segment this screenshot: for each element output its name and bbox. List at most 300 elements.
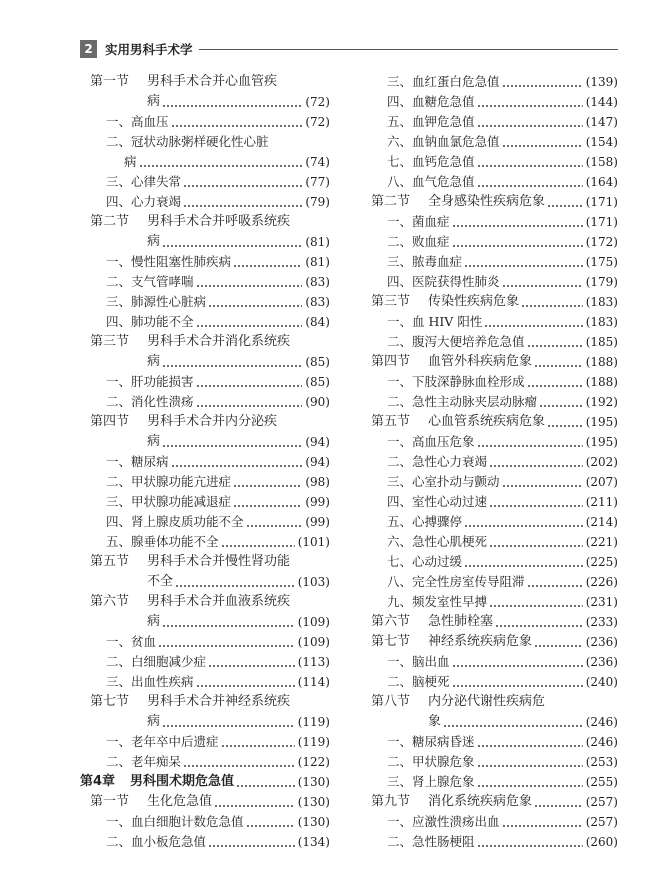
entry-title: 五、腺垂体功能不全 [106, 534, 219, 549]
page-reference: (99) [305, 515, 330, 529]
section-heading [361, 792, 618, 812]
entry-title: 八、血气危急值 [387, 174, 475, 189]
page-reference: (195) [585, 415, 618, 429]
dot-leader [477, 152, 583, 172]
section-title: 病 [147, 354, 161, 369]
page-reference: (84) [305, 315, 330, 329]
entry-title: 八、完全性房室传导阻滞 [387, 574, 525, 589]
page-number: 2 [84, 42, 93, 56]
toc-entry [80, 752, 330, 772]
dot-leader [214, 792, 295, 812]
page-reference: (202) [585, 455, 618, 469]
toc-entry [361, 652, 618, 672]
toc-entry [361, 752, 618, 772]
dot-leader [158, 632, 295, 652]
dot-leader [477, 432, 583, 452]
dot-leader [539, 392, 583, 412]
toc-entry-continuation [80, 152, 330, 172]
section-heading [80, 792, 330, 812]
page-reference: (172) [585, 235, 618, 249]
dot-leader [477, 832, 583, 852]
page-reference: (90) [305, 395, 330, 409]
section-heading [80, 212, 330, 232]
toc-entry [361, 312, 618, 332]
page-reference: (236) [585, 635, 618, 649]
toc-entry [361, 272, 618, 292]
section-title-continuation [80, 612, 330, 632]
dot-leader [196, 372, 303, 392]
toc-entry [361, 392, 618, 412]
toc-entry [80, 132, 330, 152]
entry-title: 三、血红蛋白危急值 [387, 74, 500, 89]
entry-title: 四、心力衰竭 [106, 194, 182, 209]
section-heading [80, 332, 330, 352]
section-number: 第二节 [371, 194, 411, 209]
entry-title: 三、心律失常 [106, 174, 182, 189]
entry-title: 四、医院获得性肺炎 [387, 274, 500, 289]
entry-title: 五、心搏骤停 [387, 514, 463, 529]
dot-leader [171, 112, 303, 132]
page-reference: (144) [585, 95, 618, 109]
dot-leader [236, 772, 295, 792]
entry-title: 三、出血性疾病 [106, 674, 194, 689]
entry-title: 九、频发室性早搏 [387, 594, 488, 609]
toc-entry [80, 472, 330, 492]
dot-leader [208, 652, 295, 672]
page-reference: (260) [585, 835, 618, 849]
toc-entry [80, 312, 330, 332]
page-reference: (77) [305, 175, 330, 189]
page-reference: (192) [585, 395, 618, 409]
toc-entry [361, 432, 618, 452]
dot-leader [484, 312, 582, 332]
page-reference: (83) [305, 295, 330, 309]
page-reference: (207) [585, 475, 618, 489]
dot-leader [534, 632, 583, 652]
dot-leader [464, 252, 583, 272]
page-reference: (79) [305, 195, 330, 209]
section-number: 第四节 [371, 354, 411, 369]
page-reference: (119) [297, 735, 330, 749]
page-reference: (122) [297, 755, 330, 769]
toc-entry [361, 452, 618, 472]
dot-leader [162, 352, 302, 372]
section-heading [361, 632, 618, 652]
toc-entry [80, 512, 330, 532]
section-heading [80, 692, 330, 712]
entry-title: 二、脑梗死 [387, 674, 450, 689]
dot-leader [502, 272, 583, 292]
section-number: 第四节 [90, 414, 130, 429]
dot-leader [521, 292, 583, 312]
page-reference: (183) [585, 295, 618, 309]
page-reference: (185) [585, 335, 618, 349]
entry-title: 二、甲状腺功能亢进症 [106, 474, 232, 489]
dot-leader [502, 472, 583, 492]
section-heading [361, 412, 618, 432]
page-reference: (233) [585, 615, 618, 629]
dot-leader [489, 492, 583, 512]
section-number: 第九节 [371, 794, 411, 809]
section-number: 第三节 [90, 334, 130, 349]
page-reference: (154) [585, 135, 618, 149]
section-title: 病 [147, 714, 161, 729]
page-reference: (226) [585, 575, 618, 589]
toc-entry [80, 812, 330, 832]
section-number: 第二节 [90, 214, 130, 229]
section-heading [80, 72, 330, 92]
dot-leader [547, 192, 583, 212]
section-title-continuation [80, 712, 330, 732]
dot-leader [233, 252, 302, 272]
page-reference: (246) [585, 735, 618, 749]
section-heading [361, 292, 618, 312]
page-reference: (113) [297, 655, 330, 669]
toc-entry [361, 552, 618, 572]
entry-title: 一、糖尿病昏迷 [387, 734, 475, 749]
entry-title: 一、脑出血 [387, 654, 450, 669]
page-reference: (94) [305, 455, 330, 469]
toc-entry [361, 772, 618, 792]
section-title: 男科手术合并消化系统疾 [147, 334, 291, 349]
section-heading [80, 552, 330, 572]
page-reference: (257) [585, 795, 618, 809]
toc-entry [361, 332, 618, 352]
dot-leader [196, 272, 303, 292]
entry-title: 六、急性心肌梗死 [387, 534, 488, 549]
dot-leader [489, 452, 583, 472]
section-title: 急性肺栓塞 [428, 614, 494, 629]
entry-title: 四、室性心动过速 [387, 494, 488, 509]
dot-leader [477, 92, 583, 112]
page-reference: (114) [297, 675, 330, 689]
toc-entry [361, 232, 618, 252]
page-reference: (109) [297, 635, 330, 649]
page-reference: (158) [585, 155, 618, 169]
page-reference: (130) [297, 775, 330, 789]
section-number: 第八节 [371, 694, 411, 709]
entry-title: 病 [124, 154, 137, 169]
dot-leader [246, 512, 303, 532]
dot-leader [162, 612, 295, 632]
toc-entry [80, 632, 330, 652]
section-title: 男科手术合并内分泌疾 [147, 414, 278, 429]
entry-title: 一、下肢深静脉血栓形成 [387, 374, 525, 389]
page-reference: (130) [297, 815, 330, 829]
toc-entry [361, 732, 618, 752]
page-reference: (81) [305, 255, 330, 269]
dot-leader [196, 312, 303, 332]
section-title: 生化危急值 [147, 794, 213, 809]
entry-title: 二、急性主动脉夹层动脉瘤 [387, 394, 538, 409]
dot-leader [196, 392, 303, 412]
page-reference: (253) [585, 755, 618, 769]
page-reference: (188) [585, 355, 618, 369]
section-title: 男科手术合并慢性肾功能 [147, 554, 291, 569]
section-heading [361, 612, 618, 632]
dot-leader [183, 192, 302, 212]
toc-entry [80, 492, 330, 512]
toc-entry [361, 512, 618, 532]
section-title: 象 [428, 714, 442, 729]
page-reference: (72) [305, 115, 330, 129]
page-reference: (72) [305, 95, 330, 109]
toc-entry [361, 472, 618, 492]
chapter-title: 男科围术期危急值 [130, 774, 235, 789]
entry-title: 一、慢性阻塞性肺疾病 [106, 254, 232, 269]
entry-title: 四、肾上腺皮质功能不全 [106, 514, 244, 529]
dot-leader [162, 712, 295, 732]
section-title: 男科手术合并血液系统疾 [147, 594, 291, 609]
toc-entry [361, 832, 618, 852]
toc-entry [361, 812, 618, 832]
section-title: 内分泌代谢性疾病危 [428, 694, 546, 709]
section-heading [361, 352, 618, 372]
entry-title: 二、急性肠梗阻 [387, 834, 475, 849]
toc-entry [80, 732, 330, 752]
entry-title: 七、血钙危急值 [387, 154, 475, 169]
page-reference: (255) [585, 775, 618, 789]
page-reference: (231) [585, 595, 618, 609]
section-title-continuation [80, 572, 330, 592]
dot-leader [477, 772, 583, 792]
entry-title: 五、血钾危急值 [387, 114, 475, 129]
entry-title: 二、老年痴呆 [106, 754, 182, 769]
section-title: 病 [147, 234, 161, 249]
section-number: 第五节 [371, 414, 411, 429]
toc-entry [361, 252, 618, 272]
section-title: 不全 [147, 574, 174, 589]
section-number: 第六节 [90, 594, 130, 609]
dot-leader [208, 292, 302, 312]
toc-entry [361, 172, 618, 192]
page-reference: (74) [305, 155, 330, 169]
section-number: 第五节 [90, 554, 130, 569]
section-title-continuation [361, 712, 618, 732]
dot-leader [246, 812, 295, 832]
page-reference: (94) [305, 435, 330, 449]
entry-title: 一、血 HIV 阳性 [387, 314, 483, 329]
page-reference: (171) [585, 195, 618, 209]
toc-right-column [361, 72, 618, 852]
page-reference: (85) [305, 375, 330, 389]
toc-entry [361, 372, 618, 392]
page-reference: (195) [585, 435, 618, 449]
section-title-continuation [80, 232, 330, 252]
section-title: 男科手术合并呼吸系统疾 [147, 214, 291, 229]
entry-title: 三、肾上腺危象 [387, 774, 475, 789]
section-title: 神经系统疾病危象 [428, 634, 533, 649]
page-reference: (225) [585, 555, 618, 569]
page-reference: (236) [585, 655, 618, 669]
toc-entry [361, 112, 618, 132]
section-number: 第七节 [371, 634, 411, 649]
entry-title: 一、贫血 [106, 634, 157, 649]
page-reference: (98) [305, 475, 330, 489]
page-reference: (99) [305, 495, 330, 509]
dot-leader [547, 412, 583, 432]
dot-leader [502, 132, 583, 152]
dot-leader [208, 832, 295, 852]
section-number: 第七节 [90, 694, 130, 709]
section-title: 心血管系统疾病危象 [428, 414, 546, 429]
toc-entry [361, 92, 618, 112]
toc-entry [361, 572, 618, 592]
page-reference: (119) [297, 715, 330, 729]
page-reference: (171) [585, 215, 618, 229]
dot-leader [162, 232, 302, 252]
dot-leader [183, 752, 295, 772]
toc-entry [361, 492, 618, 512]
running-header [80, 40, 618, 58]
dot-leader [221, 732, 295, 752]
toc-entry [80, 172, 330, 192]
dot-leader [477, 172, 583, 192]
dot-leader [477, 732, 583, 752]
dot-leader [221, 532, 295, 552]
dot-leader [464, 512, 583, 532]
entry-title: 二、消化性溃疡 [106, 394, 194, 409]
page-reference: (221) [585, 535, 618, 549]
dot-leader [452, 672, 583, 692]
entry-title: 二、白细胞减少症 [106, 654, 207, 669]
toc-entry [80, 252, 330, 272]
entry-title: 七、心动过缓 [387, 554, 463, 569]
entry-title: 二、冠状动脉粥样硬化性心脏 [106, 134, 269, 149]
section-heading [361, 692, 618, 712]
dot-leader [233, 492, 302, 512]
toc-entry [80, 652, 330, 672]
section-title: 血管外科疾病危象 [428, 354, 533, 369]
page-reference: (214) [585, 515, 618, 529]
toc-entry [80, 672, 330, 692]
dot-leader [477, 752, 583, 772]
entry-title: 二、支气管哮喘 [106, 274, 194, 289]
section-title: 男科手术合并心血管疾 [147, 74, 278, 89]
entry-title: 一、应激性溃疡出血 [387, 814, 500, 829]
dot-leader [175, 572, 295, 592]
page-number-box [80, 40, 97, 58]
entry-title: 一、菌血症 [387, 214, 450, 229]
dot-leader [139, 152, 303, 172]
entry-title: 一、肝功能损害 [106, 374, 194, 389]
entry-title: 二、急性心力衰竭 [387, 454, 488, 469]
entry-title: 六、血钠血氯危急值 [387, 134, 500, 149]
section-heading [80, 592, 330, 612]
dot-leader [443, 712, 583, 732]
dot-leader [527, 572, 583, 592]
section-heading [80, 412, 330, 432]
section-heading [361, 192, 618, 212]
header-rule [199, 49, 618, 50]
toc-entry [80, 192, 330, 212]
toc-entry [80, 112, 330, 132]
entry-title: 二、腹泻大便培养危急值 [387, 334, 525, 349]
section-title: 消化系统疾病危象 [428, 794, 533, 809]
toc-entry [80, 832, 330, 852]
chapter-heading [80, 772, 330, 792]
dot-leader [452, 652, 583, 672]
dot-leader [489, 592, 583, 612]
toc-entry [361, 672, 618, 692]
section-number: 第一节 [90, 74, 130, 89]
entry-title: 三、甲状腺功能减退症 [106, 494, 232, 509]
dot-leader [452, 212, 583, 232]
page-reference: (175) [585, 255, 618, 269]
page-reference: (211) [585, 495, 618, 509]
dot-leader [495, 612, 583, 632]
dot-leader [534, 352, 583, 372]
entry-title: 二、甲状腺危象 [387, 754, 475, 769]
toc-left-column [80, 72, 330, 852]
section-title: 全身感染性疾病危象 [428, 194, 546, 209]
entry-title: 三、肺源性心脏病 [106, 294, 207, 309]
entry-title: 一、糖尿病 [106, 454, 169, 469]
page-reference: (103) [297, 575, 330, 589]
dot-leader [502, 812, 583, 832]
toc-entry [80, 452, 330, 472]
toc-entry [361, 152, 618, 172]
dot-leader [502, 72, 583, 92]
toc-entry [361, 72, 618, 92]
page-reference: (179) [585, 275, 618, 289]
section-title: 传染性疾病危象 [428, 294, 520, 309]
page-reference: (164) [585, 175, 618, 189]
page-reference: (134) [297, 835, 330, 849]
toc-entry [80, 392, 330, 412]
entry-title: 二、败血症 [387, 234, 450, 249]
page-reference: (130) [297, 795, 330, 809]
page-reference: (139) [585, 75, 618, 89]
page-reference: (85) [305, 355, 330, 369]
toc-entry [361, 132, 618, 152]
entry-title: 四、血糖危急值 [387, 94, 475, 109]
entry-title: 一、高血压危象 [387, 434, 475, 449]
section-title: 病 [147, 94, 161, 109]
dot-leader [183, 172, 302, 192]
page-reference: (83) [305, 275, 330, 289]
page-reference: (183) [585, 315, 618, 329]
dot-leader [452, 232, 583, 252]
dot-leader [464, 552, 583, 572]
dot-leader [527, 332, 583, 352]
section-title-continuation [80, 432, 330, 452]
dot-leader [527, 372, 583, 392]
toc-entry [361, 532, 618, 552]
dot-leader [534, 792, 583, 812]
entry-title: 四、肺功能不全 [106, 314, 194, 329]
entry-title: 一、高血压 [106, 114, 169, 129]
toc-entry [80, 532, 330, 552]
dot-leader [162, 92, 302, 112]
dot-leader [489, 532, 583, 552]
dot-leader [233, 472, 302, 492]
page-reference: (101) [297, 535, 330, 549]
entry-title: 二、血小板危急值 [106, 834, 207, 849]
toc-entry [80, 372, 330, 392]
section-number: 第六节 [371, 614, 411, 629]
section-number: 第三节 [371, 294, 411, 309]
page-reference: (109) [297, 615, 330, 629]
toc-entry [361, 212, 618, 232]
section-title: 男科手术合并神经系统疾 [147, 694, 291, 709]
toc-entry [80, 292, 330, 312]
dot-leader [196, 672, 295, 692]
section-title: 病 [147, 614, 161, 629]
section-title: 病 [147, 434, 161, 449]
page-reference: (257) [585, 815, 618, 829]
page-reference: (81) [305, 235, 330, 249]
